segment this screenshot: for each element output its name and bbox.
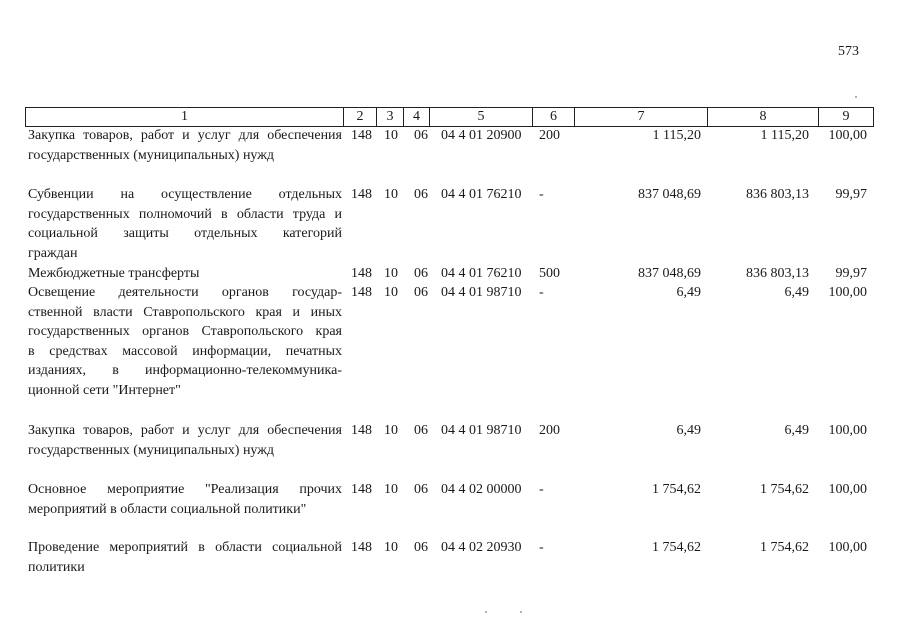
description-line: государственных (муниципальных) нужд (28, 442, 275, 458)
header-col-6: 6 (533, 108, 575, 127)
subsection-code: 06 (414, 285, 428, 300)
section-code: 10 (384, 540, 398, 555)
description-line: государственных полномочий в области труда и (28, 206, 342, 222)
description-line: ственной власти Ставропольского края и иных (28, 304, 342, 320)
actual-amount: 836 803,13 (746, 187, 809, 202)
description-line: политики (28, 559, 85, 575)
admin-code: 148 (351, 423, 372, 438)
execution-percent: 99,97 (835, 187, 867, 202)
execution-percent: 100,00 (828, 423, 867, 438)
expense-type-code: 200 (539, 128, 560, 143)
actual-amount: 1 754,62 (760, 540, 809, 555)
section-code: 10 (384, 482, 398, 497)
target-article-code: 04 4 02 00000 (441, 482, 522, 497)
header-col-1: 1 (26, 108, 344, 127)
description-line: изданиях, в информационно-телекоммуника- (28, 363, 342, 378)
section-code: 10 (384, 128, 398, 143)
row-description (28, 264, 342, 284)
execution-percent: 100,00 (828, 540, 867, 555)
subsection-code: 06 (414, 540, 428, 555)
row-description (28, 185, 342, 263)
actual-amount: 6,49 (784, 285, 809, 300)
execution-percent: 100,00 (828, 285, 867, 300)
planned-amount: 1 754,62 (652, 482, 701, 497)
description-line: мероприятий в области социальной политики" (28, 501, 307, 517)
expense-type-code: 500 (539, 266, 560, 281)
admin-code: 148 (351, 482, 372, 497)
description-line: граждан (28, 245, 78, 261)
header-col-4: 4 (404, 108, 430, 127)
target-article-code: 04 4 01 98710 (441, 285, 522, 300)
planned-amount: 837 048,69 (638, 187, 701, 202)
planned-amount: 1 754,62 (652, 540, 701, 555)
description-line: государственных органов Ставропольского края (28, 324, 342, 339)
section-code: 10 (384, 285, 398, 300)
scan-speck (855, 96, 857, 98)
expense-type-code: - (539, 285, 544, 300)
page-number: 573 (838, 44, 859, 59)
row-description (28, 126, 342, 165)
admin-code: 148 (351, 187, 372, 202)
target-article-code: 04 4 01 20900 (441, 128, 522, 143)
planned-amount: 6,49 (676, 285, 701, 300)
header-col-5: 5 (430, 108, 533, 127)
subsection-code: 06 (414, 423, 428, 438)
subsection-code: 06 (414, 187, 428, 202)
actual-amount: 6,49 (784, 423, 809, 438)
expense-type-code: - (539, 540, 544, 555)
admin-code: 148 (351, 128, 372, 143)
admin-code: 148 (351, 285, 372, 300)
expense-type-code: - (539, 482, 544, 497)
section-code: 10 (384, 266, 398, 281)
execution-percent: 99,97 (835, 266, 867, 281)
actual-amount: 836 803,13 (746, 266, 809, 281)
admin-code: 148 (351, 266, 372, 281)
actual-amount: 1 754,62 (760, 482, 809, 497)
section-code: 10 (384, 423, 398, 438)
row-description (28, 480, 342, 519)
subsection-code: 06 (414, 482, 428, 497)
target-article-code: 04 4 02 20930 (441, 540, 522, 555)
scan-speck (520, 611, 522, 613)
description-line: Освещение деятельности органов государ- (28, 285, 342, 300)
subsection-code: 06 (414, 266, 428, 281)
header-col-7: 7 (575, 108, 708, 127)
header-col-2: 2 (344, 108, 377, 127)
planned-amount: 6,49 (676, 423, 701, 438)
execution-percent: 100,00 (828, 482, 867, 497)
planned-amount: 1 115,20 (652, 128, 701, 143)
description-line: в средствах массовой информации, печатных (28, 343, 342, 359)
description-line: Субвенции на осуществление отдельных (28, 187, 342, 202)
target-article-code: 04 4 01 76210 (441, 266, 522, 281)
actual-amount: 1 115,20 (760, 128, 809, 143)
target-article-code: 04 4 01 98710 (441, 423, 522, 438)
description-line: Закупка товаров, работ и услуг для обеспечения (28, 423, 342, 438)
description-line: Основное мероприятие "Реализация прочих (28, 482, 342, 497)
scan-speck (485, 611, 487, 613)
target-article-code: 04 4 01 76210 (441, 187, 522, 202)
description-line: ционной сети "Интернет" (28, 382, 181, 398)
header-col-8: 8 (708, 108, 819, 127)
header-col-3: 3 (377, 108, 404, 127)
planned-amount: 837 048,69 (638, 266, 701, 281)
description-line: Межбюджетные трансферты (28, 266, 200, 281)
description-line: государственных (муниципальных) нужд (28, 147, 275, 163)
description-line: Закупка товаров, работ и услуг для обеспечения (28, 128, 342, 143)
section-code: 10 (384, 187, 398, 202)
subsection-code: 06 (414, 128, 428, 143)
execution-percent: 100,00 (828, 128, 867, 143)
header-row (26, 108, 874, 127)
header-col-9: 9 (819, 108, 874, 127)
row-description (28, 421, 342, 460)
expense-type-code: - (539, 187, 544, 202)
row-description (28, 538, 342, 577)
table-header (25, 107, 874, 127)
expense-type-code: 200 (539, 423, 560, 438)
description-line: социальной защиты отдельных категорий (28, 226, 342, 241)
description-line: Проведение мероприятий в области социальной (28, 540, 342, 555)
admin-code: 148 (351, 540, 372, 555)
row-description (28, 283, 342, 400)
